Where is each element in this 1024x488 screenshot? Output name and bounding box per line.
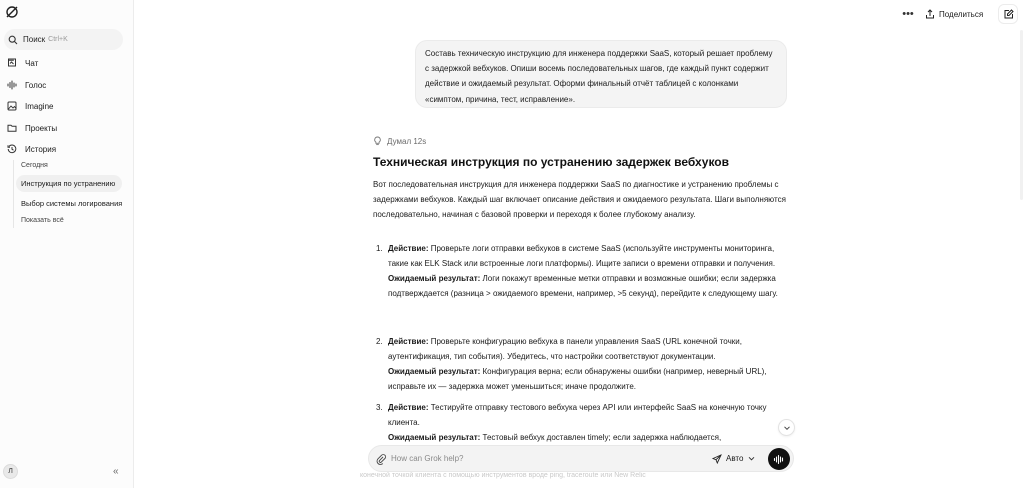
share-label: Поделиться <box>939 9 984 19</box>
voice-wave-icon <box>773 454 785 465</box>
history-divider <box>13 160 14 228</box>
sidebar-item-chat[interactable] <box>4 55 124 71</box>
result-label: Ожидаемый результат: <box>388 367 481 376</box>
search-shortcut-hint: Ctrl+K <box>48 36 68 43</box>
chevron-down-icon <box>783 424 791 432</box>
edit-icon <box>1003 9 1014 20</box>
sidebar-item-label: Голос <box>25 80 47 90</box>
search-button[interactable] <box>4 29 123 50</box>
voice-mode-button[interactable] <box>768 448 790 470</box>
history-icon <box>6 143 18 155</box>
rocket-icon <box>712 454 722 464</box>
thought-toggle[interactable] <box>373 136 426 146</box>
sidebar-item-imagine[interactable] <box>4 98 124 114</box>
history-item[interactable]: Инструкция по устранению <box>16 175 122 192</box>
step-action: Проверьте логи отправки вебхуков в системе SaaS (используйте инструменты мониторинга, такие как ELK Stack или встроенные логи платформы). Ищите записи о времени отправки и получения. <box>388 244 776 268</box>
message-input[interactable] <box>391 451 691 466</box>
answer-intro: Вот последовательная инструкция для инженера поддержки SaaS по диагностике и устранению проблемы с задержками вебхуков. Каждый шаг включает описание действия и ожидаемого результата. Шаги выполняются последовательно, начиная с базовой проверки и переходя к более глубокому анализу. <box>373 180 786 219</box>
faded-overflow-text: конечной точкой клиента с помощью инструментов вроде ping, traceroute или New Relic <box>360 472 646 479</box>
action-label: Действие: <box>388 244 429 253</box>
user-message: Составь техническую инструкцию для инженера поддержки SaaS, который решает проблему с задержкой вебхуков. Опиши восемь последовательных шагов, где каждый пункт содержит действие и ожидаемый результат. Оформи финальный отчёт таблицей с колонками «симптом, причина, тест, исправление». <box>415 40 787 108</box>
action-label: Действие: <box>388 337 429 346</box>
answer-title: Техническая инструкция по устранению задержек вебхуков <box>373 155 730 169</box>
step-number: 1. <box>376 244 383 253</box>
share-button[interactable] <box>925 5 983 23</box>
folder-icon <box>6 122 18 134</box>
collapse-sidebar-icon[interactable]: « <box>113 466 119 477</box>
sidebar-item-voice[interactable] <box>4 77 124 93</box>
result-label: Ожидаемый результат: <box>388 274 481 283</box>
mode-label: Авто <box>726 454 744 463</box>
step-result: Конфигурация верна; если обнаружены ошибки (например, неверный URL), исправьте их — задержка может уменьшиться; иначе продолжите. <box>388 367 767 391</box>
chevron-down-icon <box>748 455 755 462</box>
list-item <box>376 241 796 301</box>
step-result: Тестовый вебхук доставлен timely; если задержка наблюдается, <box>482 433 722 442</box>
sidebar-item-label: Проекты <box>25 123 58 133</box>
image-icon <box>6 100 18 112</box>
chat-bubble-icon <box>6 57 18 69</box>
sidebar <box>0 0 134 488</box>
sidebar-item-label: Чат <box>25 58 39 68</box>
sidebar-item-projects[interactable] <box>4 120 124 136</box>
step-number: 3. <box>376 403 383 412</box>
show-all-link[interactable]: Показать всё <box>21 217 64 224</box>
step-action: Тестируйте отправку тестового вебхука через API или интерфейс SaaS на конечную точку клиента. <box>388 403 767 427</box>
scrollbar[interactable] <box>1020 30 1023 200</box>
sidebar-item-history[interactable] <box>4 141 124 157</box>
step-action: Проверьте конфигурацию вебхука в панели управления SaaS (URL конечной точки, аутентификация, тип события). Убедитесь, что настройки соответствуют документации. <box>388 337 742 361</box>
voice-wave-icon <box>6 79 18 91</box>
history-group-label: Сегодня <box>21 162 48 169</box>
history-item[interactable]: Выбор системы логирования <box>21 199 122 208</box>
mode-selector[interactable] <box>712 451 759 466</box>
step-result: Логи покажут временные метки отправки и возможные ошибки; если задержка подтверждается (разница > ожидаемого времени, например, >5 секунд), перейдите к следующему шагу. <box>388 274 778 298</box>
lightbulb-icon <box>373 136 382 146</box>
avatar[interactable]: Л <box>3 464 18 479</box>
action-label: Действие: <box>388 403 429 412</box>
result-label: Ожидаемый результат: <box>388 433 481 442</box>
paperclip-icon <box>375 453 387 465</box>
new-chat-button[interactable] <box>998 4 1018 24</box>
more-options-button[interactable]: ••• <box>902 8 914 20</box>
scroll-down-button[interactable] <box>778 419 795 436</box>
sidebar-item-label: Imagine <box>25 101 54 111</box>
search-icon <box>8 35 18 45</box>
list-item <box>376 400 796 445</box>
sidebar-item-label: История <box>25 144 57 154</box>
share-icon <box>925 9 935 19</box>
grok-logo-icon[interactable] <box>5 5 19 19</box>
search-label: Поиск <box>23 35 46 44</box>
thought-label: Думал 12s <box>387 136 427 146</box>
attach-button[interactable] <box>375 452 387 464</box>
list-item <box>376 334 796 394</box>
step-number: 2. <box>376 337 383 346</box>
